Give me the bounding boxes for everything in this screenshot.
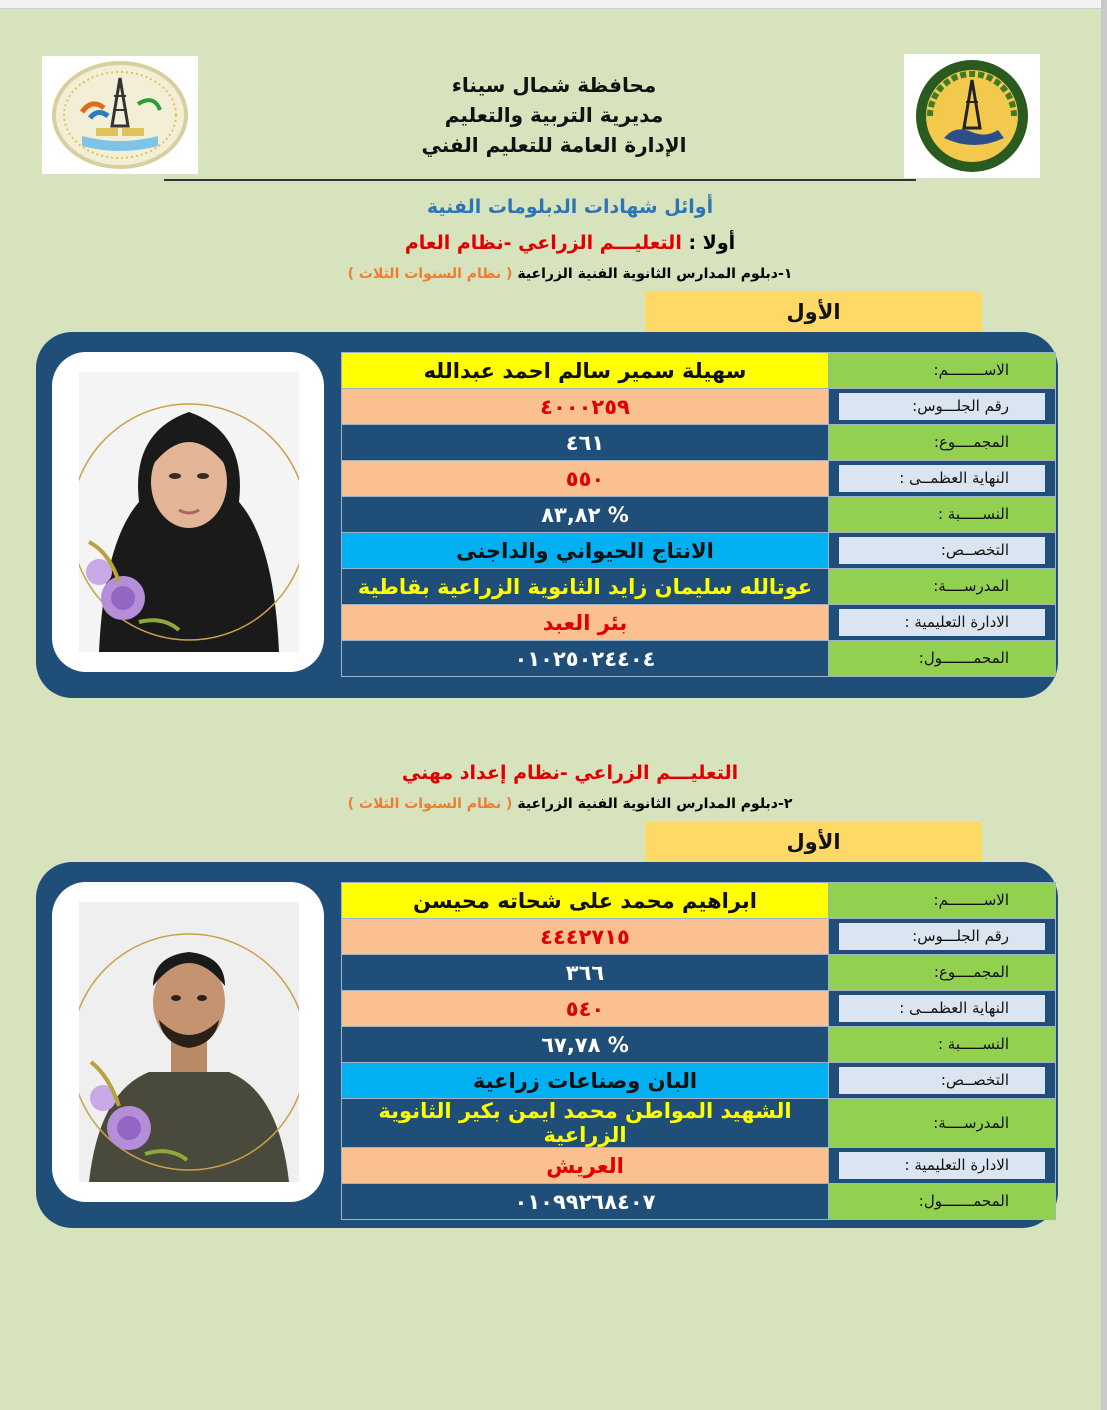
- mobile-label: المحمـــــــول:: [839, 1188, 1045, 1215]
- info-row-mobile: [342, 641, 1056, 677]
- percent-label-cell: [829, 497, 1056, 533]
- mobile-label-cell: [829, 641, 1056, 677]
- section1-rank-tab: الأول: [645, 292, 982, 332]
- school-label: المدرســــة:: [839, 573, 1045, 600]
- info-row-seat: [342, 919, 1056, 955]
- admin-label: الادارة التعليمية :: [839, 609, 1045, 636]
- info-row-name: [342, 883, 1056, 919]
- name-label-cell: [829, 883, 1056, 919]
- info-row-max: [342, 461, 1056, 497]
- max-label-cell: [829, 461, 1056, 497]
- seat-label-cell: [829, 389, 1056, 425]
- admin-value: بئر العبد: [342, 605, 829, 641]
- section1-subtitle-row: [300, 266, 840, 282]
- name-value: ابراهيم محمد على شحاته محيسن: [342, 883, 829, 919]
- mobile-label: المحمـــــــول:: [839, 645, 1045, 672]
- section2-rank-tab: الأول: [645, 822, 982, 862]
- seat-value: ٤٤٤٢٧١٥: [342, 919, 829, 955]
- specialty-label-cell: [829, 533, 1056, 569]
- section2-subtitle-paren: ( نظام السنوات الثلاث ): [347, 796, 513, 812]
- header-governorate: محافظة شمال سيناء: [451, 73, 657, 97]
- student-info-table: [341, 352, 1056, 677]
- total-value: ٣٦٦: [342, 955, 829, 991]
- header-block: [300, 70, 808, 160]
- percent-label: النســـــبة :: [839, 501, 1045, 528]
- section1-title: التعليـــم الزراعي -نظام العام: [404, 232, 682, 254]
- mobile-value: ٠١٠٢٥٠٢٤٤٠٤: [342, 641, 829, 677]
- specialty-value: البان وصناعات زراعية: [342, 1063, 829, 1099]
- section1-subtitle: ١-دبلوم المدارس الثانوية الفنية الزراعية: [517, 266, 793, 282]
- info-row-admin: [342, 1148, 1056, 1184]
- admin-label: الادارة التعليمية :: [839, 1152, 1045, 1179]
- student-photo-frame: [52, 882, 324, 1202]
- main-title: أوائل شهادات الدبلومات الفنية: [426, 196, 714, 218]
- specialty-label-cell: [829, 1063, 1056, 1099]
- max-label: النهاية العظمــى :: [839, 995, 1045, 1022]
- total-label-cell: [829, 955, 1056, 991]
- section1-prefix: أولا :: [688, 232, 736, 254]
- student-photo-frame: [52, 352, 324, 672]
- governorate-seal-icon: [904, 54, 1040, 178]
- seat-label-cell: [829, 919, 1056, 955]
- seat-value: ٤٠٠٠٢٥٩: [342, 389, 829, 425]
- student-photo: [79, 372, 299, 652]
- total-label: المجمــــوع:: [839, 959, 1045, 986]
- student-photo: [79, 902, 299, 1182]
- school-label-cell: [829, 569, 1056, 605]
- section1-subtitle-paren: ( نظام السنوات الثلاث ): [347, 266, 513, 282]
- total-value: ٤٦١: [342, 425, 829, 461]
- info-row-specialty: [342, 1063, 1056, 1099]
- name-label-cell: [829, 353, 1056, 389]
- max-value: ٥٤٠: [342, 991, 829, 1027]
- max-label: النهاية العظمــى :: [839, 465, 1045, 492]
- info-row-total: [342, 425, 1056, 461]
- percent-value: % ٨٣,٨٢: [342, 497, 829, 533]
- section2-subtitle-row: [300, 796, 840, 812]
- seat-label: رقم الجلـــوس:: [839, 393, 1045, 420]
- name-label: الاســــــــم:: [839, 887, 1045, 914]
- mobile-value: ٠١٠٩٩٢٦٨٤٠٧: [342, 1184, 829, 1220]
- info-row-school: [342, 569, 1056, 605]
- section2-title: التعليـــم الزراعي -نظام إعداد مهني: [401, 762, 739, 784]
- directorate-logo: [42, 56, 198, 174]
- mobile-label-cell: [829, 1184, 1056, 1220]
- header-divider: [164, 179, 916, 181]
- info-row-mobile: [342, 1184, 1056, 1220]
- school-label-cell: [829, 1099, 1056, 1148]
- total-label-cell: [829, 425, 1056, 461]
- info-row-percent: [342, 1027, 1056, 1063]
- page-side-border: [1101, 0, 1107, 1410]
- info-row-seat: [342, 389, 1056, 425]
- school-value: الشهيد المواطن محمد ايمن بكير الثانوية الزراعية: [342, 1099, 829, 1148]
- school-label: المدرســــة:: [839, 1110, 1045, 1137]
- specialty-label: التخصــص:: [839, 537, 1045, 564]
- directorate-emblem-icon: [42, 56, 198, 174]
- student-card-1: [36, 332, 1058, 698]
- info-row-school: [342, 1099, 1056, 1148]
- max-value: ٥٥٠: [342, 461, 829, 497]
- name-value: سهيلة سمير سالم احمد عبدالله: [342, 353, 829, 389]
- governorate-logo: [904, 54, 1040, 178]
- info-row-total: [342, 955, 1056, 991]
- section2-subtitle: ٢-دبلوم المدارس الثانوية الفنية الزراعية: [517, 796, 793, 812]
- info-row-max: [342, 991, 1056, 1027]
- specialty-label: التخصــص:: [839, 1067, 1045, 1094]
- info-row-specialty: [342, 533, 1056, 569]
- percent-label: النســـــبة :: [839, 1031, 1045, 1058]
- student-card-2: [36, 862, 1058, 1228]
- admin-label-cell: [829, 1148, 1056, 1184]
- header-directorate: مديرية التربية والتعليم: [444, 103, 664, 127]
- info-row-percent: [342, 497, 1056, 533]
- school-value: عوتالله سليمان زايد الثانوية الزراعية بقاطية: [342, 569, 829, 605]
- max-label-cell: [829, 991, 1056, 1027]
- header-department: الإدارة العامة للتعليم الفني: [421, 133, 687, 157]
- name-label: الاســــــــم:: [839, 357, 1045, 384]
- percent-label-cell: [829, 1027, 1056, 1063]
- percent-value: % ٦٧,٧٨: [342, 1027, 829, 1063]
- admin-value: العريش: [342, 1148, 829, 1184]
- student-portrait-icon: [79, 902, 299, 1182]
- admin-label-cell: [829, 605, 1056, 641]
- seat-label: رقم الجلـــوس:: [839, 923, 1045, 950]
- student-info-table: [341, 882, 1056, 1220]
- info-row-admin: [342, 605, 1056, 641]
- total-label: المجمــــوع:: [839, 429, 1045, 456]
- section1-title-row: [300, 232, 840, 254]
- info-row-name: [342, 353, 1056, 389]
- specialty-value: الانتاج الحيواني والداجنى: [342, 533, 829, 569]
- student-portrait-icon: [79, 372, 299, 652]
- page-top-edge: [0, 0, 1107, 9]
